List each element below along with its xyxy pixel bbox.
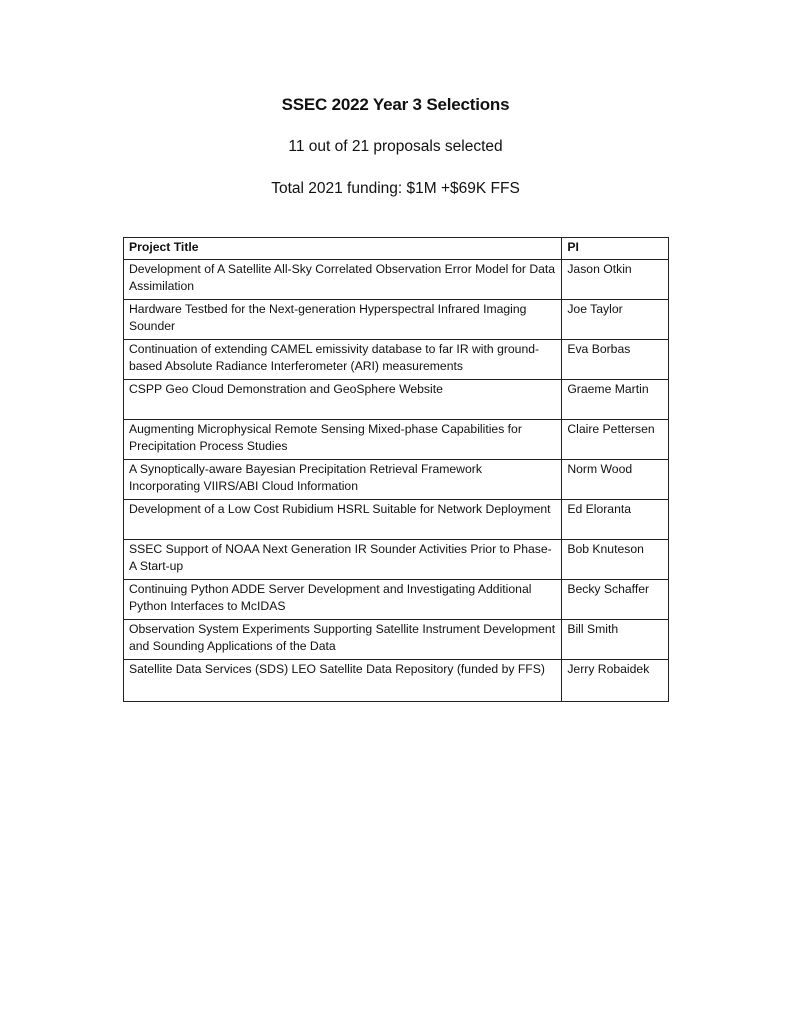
pi-cell: Claire Pettersen xyxy=(562,419,669,459)
column-header-project-title: Project Title xyxy=(124,238,562,260)
project-title-cell: Hardware Testbed for the Next-generation Hyperspectral Infrared Imaging Sounder xyxy=(124,299,562,339)
table-row xyxy=(124,579,669,619)
proposals-selected-summary: 11 out of 21 proposals selected xyxy=(288,138,503,155)
table-row xyxy=(124,539,669,579)
page-title: SSEC 2022 Year 3 Selections xyxy=(281,95,510,114)
pi-cell: Bob Knuteson xyxy=(562,539,669,579)
selections-table xyxy=(123,237,669,702)
pi-cell: Becky Schaffer xyxy=(562,579,669,619)
table-row xyxy=(124,379,669,419)
table-row xyxy=(124,339,669,379)
project-title-cell: Development of A Satellite All-Sky Correlated Observation Error Model for Data Assimilation xyxy=(124,259,562,299)
project-title-cell: SSEC Support of NOAA Next Generation IR Sounder Activities Prior to Phase-A Start-up xyxy=(124,539,562,579)
project-title-cell: Development of a Low Cost Rubidium HSRL Suitable for Network Deployment xyxy=(124,499,562,539)
pi-cell: Jerry Robaidek xyxy=(562,659,669,701)
pi-cell: Ed Eloranta xyxy=(562,499,669,539)
table-row xyxy=(124,619,669,659)
project-title-cell: Satellite Data Services (SDS) LEO Satellite Data Repository (funded by FFS) xyxy=(124,659,562,701)
column-header-pi: PI xyxy=(562,238,669,260)
pi-cell: Norm Wood xyxy=(562,459,669,499)
project-title-cell: CSPP Geo Cloud Demonstration and GeoSphere Website xyxy=(124,379,562,419)
project-title-cell: Observation System Experiments Supporting Satellite Instrument Development and Sounding Applications of the Data xyxy=(124,619,562,659)
table-row xyxy=(124,459,669,499)
project-title-cell: A Synoptically-aware Bayesian Precipitation Retrieval Framework Incorporating VIIRS/ABI Cloud Information xyxy=(124,459,562,499)
pi-cell: Joe Taylor xyxy=(562,299,669,339)
project-title-cell: Continuing Python ADDE Server Development and Investigating Additional Python Interfaces to McIDAS xyxy=(124,579,562,619)
project-title-cell: Augmenting Microphysical Remote Sensing Mixed-phase Capabilities for Precipitation Process Studies xyxy=(124,419,562,459)
total-funding-summary: Total 2021 funding: $1M +$69K FFS xyxy=(271,180,520,197)
table-row xyxy=(124,259,669,299)
table-row xyxy=(124,419,669,459)
table-row xyxy=(124,499,669,539)
pi-cell: Graeme Martin xyxy=(562,379,669,419)
table-row xyxy=(124,659,669,701)
pi-cell: Bill Smith xyxy=(562,619,669,659)
pi-cell: Jason Otkin xyxy=(562,259,669,299)
project-title-cell: Continuation of extending CAMEL emissivity database to far IR with ground-based Absolute Radiance Interferometer (ARI) measurements xyxy=(124,339,562,379)
pi-cell: Eva Borbas xyxy=(562,339,669,379)
table-header-row xyxy=(124,238,669,260)
table-row xyxy=(124,299,669,339)
